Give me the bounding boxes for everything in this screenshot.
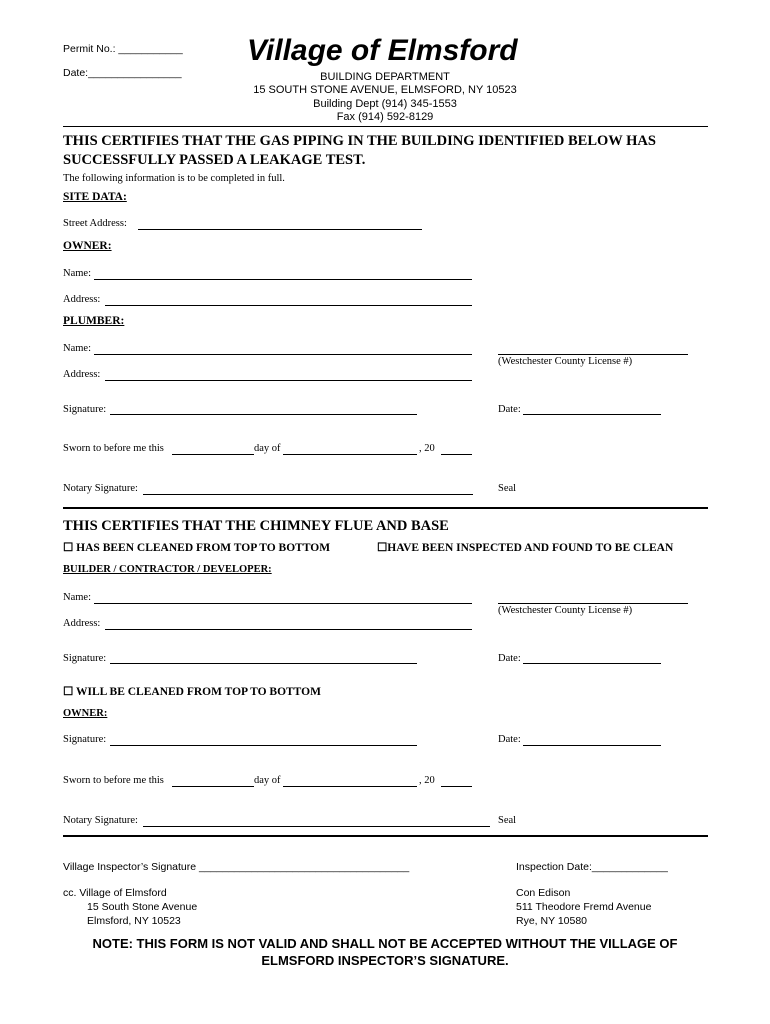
plumber-address-field[interactable] — [105, 380, 472, 381]
plumber-name-label: Name: — [63, 343, 91, 354]
chimney-notary-field[interactable] — [143, 826, 490, 827]
gas-cert-line-2: SUCCESSFULLY PASSED A LEAKAGE TEST. — [63, 152, 366, 168]
owner-signature-label: Signature: — [63, 734, 107, 745]
street-address-label: Street Address: — [63, 218, 127, 229]
sworn-year-label: , 20 — [419, 443, 435, 454]
cc-line-2: 15 South Stone Avenue — [87, 901, 198, 913]
con-edison-line-2: 511 Theodore Fremd Avenue — [516, 901, 652, 913]
department-address: 15 SOUTH STONE AVENUE, ELMSFORD, NY 10523 — [253, 84, 517, 96]
chimney-sworn-month-field[interactable] — [283, 786, 417, 787]
instructions-text: The following information is to be completed in full. — [63, 173, 285, 184]
department-fax: Fax (914) 592-8129 — [336, 111, 434, 123]
chimney-sworn-day-of-label: day of — [254, 775, 281, 786]
plumber-signature-field[interactable] — [110, 414, 417, 415]
permit-number-label: Permit No.: ___________ — [63, 43, 183, 55]
chimney-sworn-year-label: , 20 — [419, 775, 435, 786]
chimney-sworn-day-field[interactable] — [172, 786, 254, 787]
owner-date-field[interactable] — [523, 745, 661, 746]
plumber-address-label: Address: — [63, 369, 101, 380]
builder-signature-label: Signature: — [63, 653, 107, 664]
chimney-owner-heading: OWNER: — [63, 708, 108, 719]
builder-license-field[interactable] — [498, 603, 688, 604]
chimney-seal-label: Seal — [498, 815, 517, 826]
plumber-date-field[interactable] — [523, 414, 661, 415]
header-divider — [63, 126, 708, 127]
owner-address-label: Address: — [63, 294, 101, 305]
footer-divider — [63, 835, 708, 837]
owner-signature-field[interactable] — [110, 745, 417, 746]
builder-name-field[interactable] — [94, 603, 472, 604]
builder-license-label: (Westchester County License #) — [498, 605, 633, 616]
con-edison-line-3: Rye, NY 10580 — [516, 915, 588, 927]
owner-address-field[interactable] — [105, 305, 472, 306]
builder-heading: BUILDER / CONTRACTOR / DEVELOPER: — [63, 564, 272, 575]
builder-address-label: Address: — [63, 618, 101, 629]
department-name: BUILDING DEPARTMENT — [320, 71, 450, 83]
site-data-heading: SITE DATA: — [63, 191, 127, 203]
inspector-signature-label: Village Inspector’s Signature ____________________________________ — [63, 861, 410, 873]
seal-label: Seal — [498, 483, 517, 494]
cc-line-3: Elmsford, NY 10523 — [87, 915, 181, 927]
plumber-signature-label: Signature: — [63, 404, 107, 415]
plumber-license-field[interactable] — [498, 354, 688, 355]
owner-heading: OWNER: — [63, 240, 112, 252]
owner-name-field[interactable] — [94, 279, 472, 280]
plumber-license-label: (Westchester County License #) — [498, 356, 633, 367]
owner-date-label: Date: — [498, 734, 521, 745]
sworn-day-of-label: day of — [254, 443, 281, 454]
header-date-label: Date:________________ — [63, 67, 182, 79]
notary-signature-field[interactable] — [143, 494, 473, 495]
note-line-1: NOTE: THIS FORM IS NOT VALID AND SHALL NOT BE ACCEPTED WITHOUT THE VILLAGE OF — [92, 936, 678, 951]
cc-line-1: cc. Village of Elmsford — [63, 887, 167, 899]
plumber-heading: PLUMBER: — [63, 315, 125, 327]
builder-date-field[interactable] — [523, 663, 661, 664]
notary-signature-label: Notary Signature: — [63, 483, 138, 494]
note-line-2: ELMSFORD INSPECTOR’S SIGNATURE. — [261, 953, 509, 968]
section-divider — [63, 507, 708, 509]
sworn-month-field[interactable] — [283, 454, 417, 455]
page-title: Village of Elmsford — [247, 34, 518, 67]
chimney-cert-heading: THIS CERTIFIES THAT THE CHIMNEY FLUE AND BASE — [63, 518, 449, 534]
department-phone: Building Dept (914) 345-1553 — [313, 98, 457, 110]
chimney-sworn-year-field[interactable] — [441, 786, 472, 787]
will-clean-checkbox[interactable]: ☐ WILL BE CLEANED FROM TOP TO BOTTOM — [63, 686, 321, 698]
chimney-sworn-prefix-label: Sworn to before me this — [63, 775, 164, 786]
builder-signature-field[interactable] — [110, 663, 417, 664]
sworn-year-field[interactable] — [441, 454, 472, 455]
inspected-checkbox[interactable]: ☐HAVE BEEN INSPECTED AND FOUND TO BE CLEAN — [377, 542, 674, 554]
sworn-prefix-label: Sworn to before me this — [63, 443, 164, 454]
sworn-day-field[interactable] — [172, 454, 254, 455]
plumber-name-field[interactable] — [94, 354, 472, 355]
plumber-date-label: Date: — [498, 404, 521, 415]
gas-cert-line-1: THIS CERTIFIES THAT THE GAS PIPING IN THE BUILDING IDENTIFIED BELOW HAS — [63, 133, 656, 149]
cleaned-checkbox[interactable]: ☐ HAS BEEN CLEANED FROM TOP TO BOTTOM — [63, 542, 331, 554]
owner-name-label: Name: — [63, 268, 91, 279]
street-address-field[interactable] — [138, 229, 422, 230]
builder-name-label: Name: — [63, 592, 91, 603]
con-edison-line-1: Con Edison — [516, 887, 571, 899]
chimney-notary-label: Notary Signature: — [63, 815, 138, 826]
inspection-date-label: Inspection Date:_____________ — [516, 861, 668, 873]
builder-address-field[interactable] — [105, 629, 472, 630]
builder-date-label: Date: — [498, 653, 521, 664]
